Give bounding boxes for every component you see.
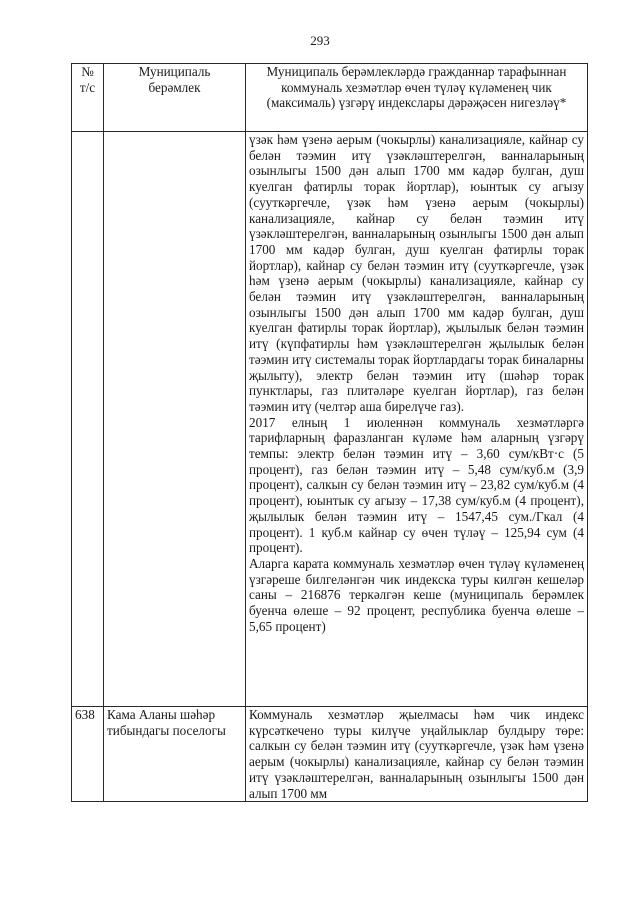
- header-municipality: [104, 64, 246, 132]
- header-municipality-label: Муниципаль берәмлек: [138, 64, 211, 95]
- header-index-label: Муниципаль берәмлекләрдә гражданнар тарафыннан коммуналь хезмәтләр өчен түләү күләменең чик (максималь) үзгәрү индекслары дәрәҗәсен нигезләү*: [266, 64, 567, 111]
- page-number: 293: [310, 33, 330, 48]
- row-num: 638: [75, 707, 95, 722]
- row-index-cell: [246, 132, 588, 707]
- header-num: [72, 64, 104, 132]
- paragraph: Коммуналь хезмәтләр җыелмасы һәм чик индекс күрсәткечено туры килүче уңайлыклар булдыру төре: салкын су белән тәэмин итү (сууткәргечле, үзәк һәм үзенә аерым (чокырлы) канализацияле, кайнар су белән тәэмин итү үзәкләштерелгән, ванналарының озынлыгы 1500 дән алып 1700 мм: [249, 707, 584, 801]
- row-index-cell: [246, 707, 588, 802]
- paragraph: 2017 елның 1 июленнән коммуналь хезмәтләргә тарифларның фаразланган күләме һәм аларның үзгәрү темпы: электр белән тәэмин итү – 3,60 сум/кВт·с (5 процент), газ белән тәэмин итү – 5,48 сум/куб.м (3,9 процент), салкын су белән тәэмин итү – 23,82 сум/куб.м (4 процент), юынтык су агызу – 17,38 сум/куб.м (4 процент), җылылык белән тәэмин итү – 1547,45 сум./Гкал (4 процент). 1 куб.м кайнар су өчен түләү – 125,94 сум (4 процент).: [249, 414, 584, 556]
- paragraph: үзәк һәм үзенә аерым (чокырлы) канализацияле, кайнар су белән тәэмин итү үзәкләштерелгән, ванналарының озынлыгы 1500 дән алып 1700 мм кадәр булган, душ куелган фатирлы торак йортлар), юынтык су агызу (сууткәргечле, үзәк һәм үзенә аерым (чокырлы) канализацияле, кайнар су белән тәэмин итү үзәкләштерелгән, ванналарының озынлыгы 1500 дән алып 1700 мм кадәр булган, душ куелган фатирлы торак йортлар), кайнар су белән тәэмин итү (сууткәргечле, үзәк һәм үзенә аерым (чокырлы) канализацияле, кайнар су белән тәэмин итү үзәкләштерелгән, ванналарының озынлыгы 1500 дән алып 1700 мм кадәр булган, душ куелган фатирлы торак йортлар), җылылык белән тәэмин итү (күпфатирлы һәм үзәкләштерелгән җылылык белән тәэмин итү системалы торак йортлардагы торак биналарны җылыту), электр белән тәэмин итү (шәһәр торак пунктлары, газ плитәләре куелган йортлар), газ белән тәэмин итү (челтәр аша бирелүче газ).: [249, 132, 584, 414]
- table-header-row: [72, 64, 588, 132]
- header-index: [246, 64, 588, 132]
- row-municipality: Кама Аланы шәһәр тибындагы поселогы: [107, 707, 226, 738]
- table-row: [72, 707, 588, 802]
- row-num-cell: [72, 707, 104, 802]
- row-municipality-cell: [104, 707, 246, 802]
- row-municipality-cell: [104, 132, 246, 707]
- row-num-cell: [72, 132, 104, 707]
- paragraph: Аларга карата коммуналь хезмәтләр өчен түләү күләменең үзгәреше билгеләнгән чик индекска туры килгән кешеләр саны – 216876 теркәлгән кеше (муниципаль берәмлек буенча өлеше – 92 процент, республика буенча өлеше – 5,65 процент): [249, 555, 584, 634]
- table-row: [72, 132, 588, 707]
- header-num-label: № т/с: [79, 64, 96, 95]
- index-table: [71, 63, 588, 802]
